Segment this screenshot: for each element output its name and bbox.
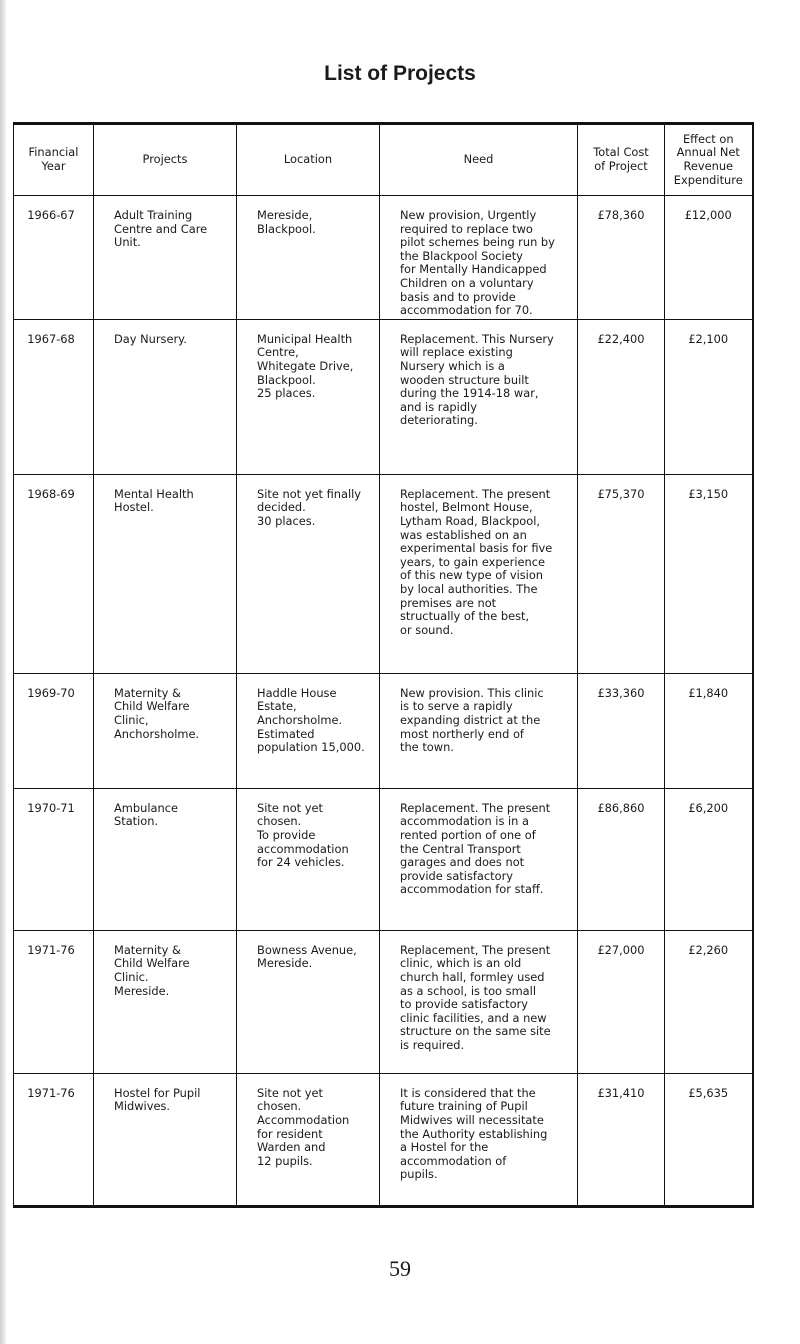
cell-project: Maternity & Child Welfare Clinic, Anchorsholme. — [94, 673, 237, 788]
cell-total-cost: £86,860 — [578, 788, 665, 930]
cell-year: 1970-71 — [14, 788, 94, 930]
cell-total-cost: £78,360 — [578, 196, 665, 320]
header-need: Need — [380, 124, 578, 196]
cell-year: 1967-68 — [14, 319, 94, 474]
table-row — [14, 673, 753, 788]
cell-need: Replacement. The present hostel, Belmont House, Lytham Road, Blackpool, was established on an experimental basis for five years, to gain experience of this new type of vision by local authorities. The premises are not structually of the best, or sound. — [380, 474, 578, 673]
cell-location: Mereside, Blackpool. — [237, 196, 380, 320]
page-number: 59 — [389, 1256, 411, 1281]
cell-revenue-effect: £12,000 — [665, 196, 753, 320]
cell-project: Mental Health Hostel. — [94, 474, 237, 673]
cell-revenue-effect: £2,260 — [665, 930, 753, 1073]
cell-project: Ambulance Station. — [94, 788, 237, 930]
cell-location: Site not yet finally decided. 30 places. — [237, 474, 380, 673]
header-financial-year: Financial Year — [14, 124, 94, 196]
cell-location: Haddle House Estate, Anchorsholme. Estimated population 15,000. — [237, 673, 380, 788]
cell-revenue-effect: £2,100 — [665, 319, 753, 474]
cell-need: Replacement. This Nursery will replace existing Nursery which is a wooden structure built during the 1914-18 war, and is rapidly deteriorating. — [380, 319, 578, 474]
cell-location: Bowness Avenue, Mereside. — [237, 930, 380, 1073]
cell-revenue-effect: £5,635 — [665, 1073, 753, 1206]
header-projects: Projects — [94, 124, 237, 196]
cell-need: It is considered that the future training of Pupil Midwives will necessitate the Authority establishing a Hostel for the accommodation of pupils. — [380, 1073, 578, 1206]
cell-total-cost: £27,000 — [578, 930, 665, 1073]
header-row — [14, 124, 753, 196]
cell-need: New provision. This clinic is to serve a rapidly expanding district at the most northerly end of the town. — [380, 673, 578, 788]
table-row — [14, 930, 753, 1073]
cell-year: 1968-69 — [14, 474, 94, 673]
table-row — [14, 474, 753, 673]
cell-total-cost: £75,370 — [578, 474, 665, 673]
cell-need: New provision, Urgently required to replace two pilot schemes being run by the Blackpool Society for Mentally Handicapped Children on a voluntary basis and to provide accommodation for 70. — [380, 196, 578, 320]
cell-location: Site not yet chosen. Accommodation for resident Warden and 12 pupils. — [237, 1073, 380, 1206]
cell-project: Hostel for Pupil Midwives. — [94, 1073, 237, 1206]
cell-location: Site not yet chosen. To provide accommodation for 24 vehicles. — [237, 788, 380, 930]
projects-table — [13, 122, 754, 1208]
table-row — [14, 196, 753, 320]
cell-total-cost: £33,360 — [578, 673, 665, 788]
cell-project: Adult Training Centre and Care Unit. — [94, 196, 237, 320]
cell-location: Municipal Health Centre, Whitegate Drive, Blackpool. 25 places. — [237, 319, 380, 474]
table-row — [14, 788, 753, 930]
cell-year: 1971-76 — [14, 930, 94, 1073]
cell-need: Replacement, The present clinic, which is an old church hall, formley used as a school, is too small to provide satisfactory clinic facilities, and a new structure on the same site is required. — [380, 930, 578, 1073]
cell-project: Day Nursery. — [94, 319, 237, 474]
table-row — [14, 1073, 753, 1206]
header-revenue-effect: Effect on Annual Net Revenue Expenditure — [665, 124, 753, 196]
cell-need: Replacement. The present accommodation is in a rented portion of one of the Central Transport garages and does not provide satisfactory accommodation for staff. — [380, 788, 578, 930]
header-location: Location — [237, 124, 380, 196]
cell-year: 1969-70 — [14, 673, 94, 788]
cell-total-cost: £22,400 — [578, 319, 665, 474]
header-total-cost: Total Cost of Project — [578, 124, 665, 196]
cell-year: 1966-67 — [14, 196, 94, 320]
cell-total-cost: £31,410 — [578, 1073, 665, 1206]
cell-revenue-effect: £3,150 — [665, 474, 753, 673]
page-title: List of Projects — [324, 62, 476, 85]
cell-year: 1971-76 — [14, 1073, 94, 1206]
scan-edge-shadow — [0, 0, 6, 1344]
cell-revenue-effect: £6,200 — [665, 788, 753, 930]
cell-revenue-effect: £1,840 — [665, 673, 753, 788]
cell-project: Maternity & Child Welfare Clinic. Mereside. — [94, 930, 237, 1073]
table-row — [14, 319, 753, 474]
